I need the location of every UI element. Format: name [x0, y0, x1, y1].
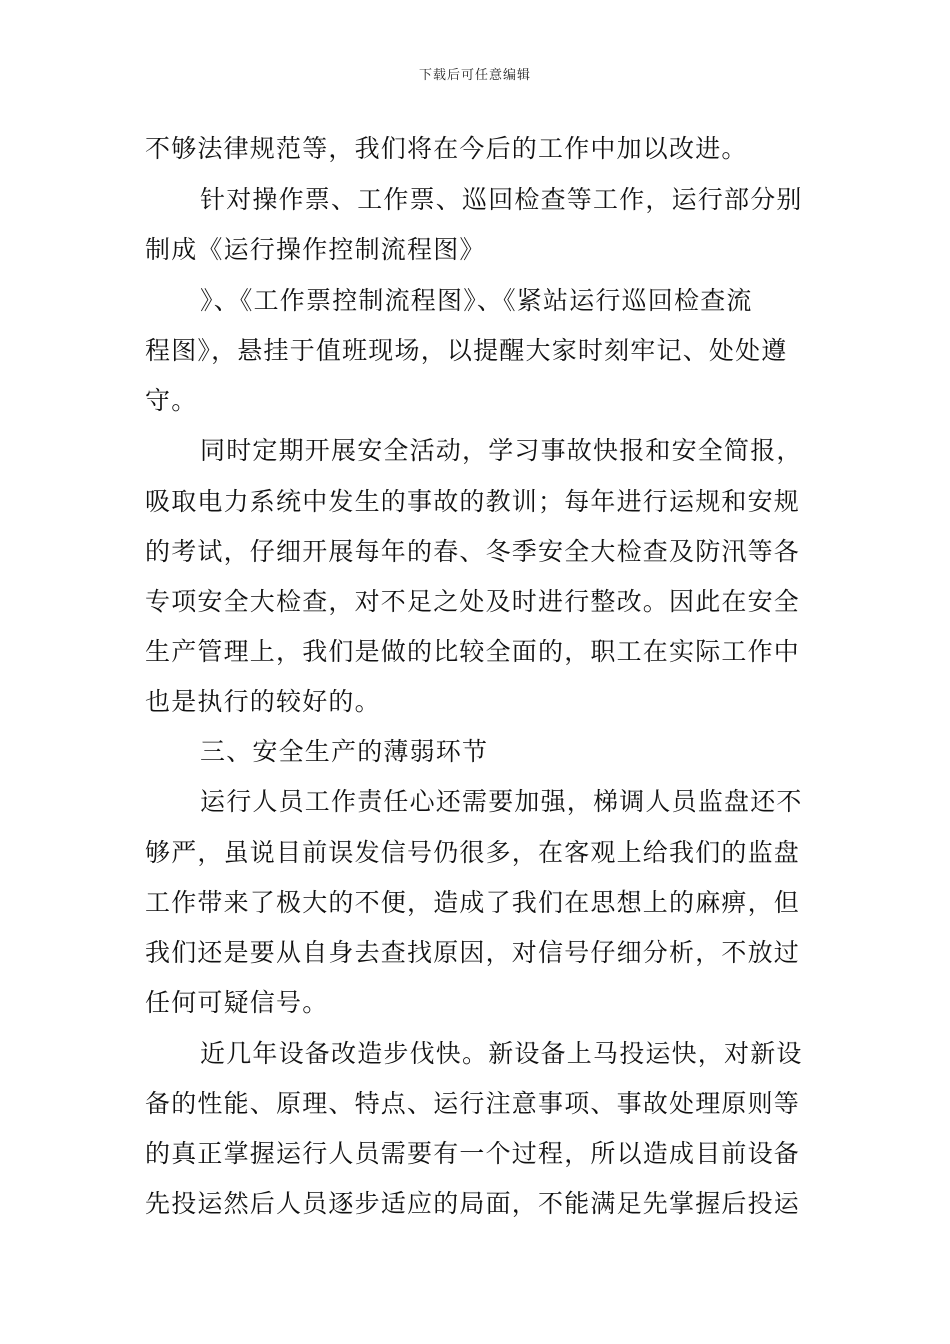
text-line: 同时定期开展安全活动，学习事故快报和安全简报， — [200, 436, 803, 465]
text-line: 近几年设备改造步伐快。新设备上马投运快，对新设 — [200, 1039, 803, 1068]
text-line: 吸取电力系统中发生的事故的教训；每年进行运规和安规 — [145, 487, 801, 516]
text-line: 也是执行的较好的。 — [145, 687, 381, 716]
text-line: 运行人员工作责任心还需要加强，梯调人员监盘还不 — [200, 787, 803, 816]
text-line: 》、《工作票控制流程图》、《紧站运行巡回检查流 — [200, 286, 753, 315]
text-line: 我们还是要从自身去查找原因，对信号仔细分析，不放过 — [145, 938, 801, 967]
text-line: 生产管理上，我们是做的比较全面的，职工在实际工作中 — [145, 637, 801, 666]
text-line: 专项安全大检查，对不足之处及时进行整改。因此在安全 — [145, 587, 801, 616]
text-line: 备的性能、原理、特点、运行注意事项、事故处理原则等 — [145, 1089, 801, 1118]
section-heading: 三、安全生产的薄弱环节 — [200, 737, 489, 766]
text-line: 不够法律规范等，我们将在今后的工作中加以改进。 — [145, 134, 748, 163]
text-line: 程图》，悬挂于值班现场，以提醒大家时刻牢记、处处遵 — [145, 336, 788, 365]
text-line: 的考试，仔细开展每年的春、冬季安全大检查及防汛等各 — [145, 537, 801, 566]
page-header: 下载后可任意编辑 — [418, 68, 531, 83]
text-line: 制成《运行操作控制流程图》 — [145, 235, 486, 264]
text-line: 任何可疑信号。 — [145, 988, 329, 1017]
text-line: 工作带来了极大的不便，造成了我们在思想上的麻痹，但 — [145, 888, 801, 917]
text-line: 够严，虽说目前误发信号仍很多，在客观上给我们的监盘 — [145, 838, 801, 867]
text-line: 针对操作票、工作票、巡回检查等工作，运行部分别 — [200, 185, 803, 214]
text-line: 的真正掌握运行人员需要有一个过程，所以造成目前设备 — [145, 1139, 801, 1168]
text-line: 先投运然后人员逐步适应的局面，不能满足先掌握后投运 — [145, 1189, 801, 1218]
text-line: 守。 — [145, 386, 198, 415]
